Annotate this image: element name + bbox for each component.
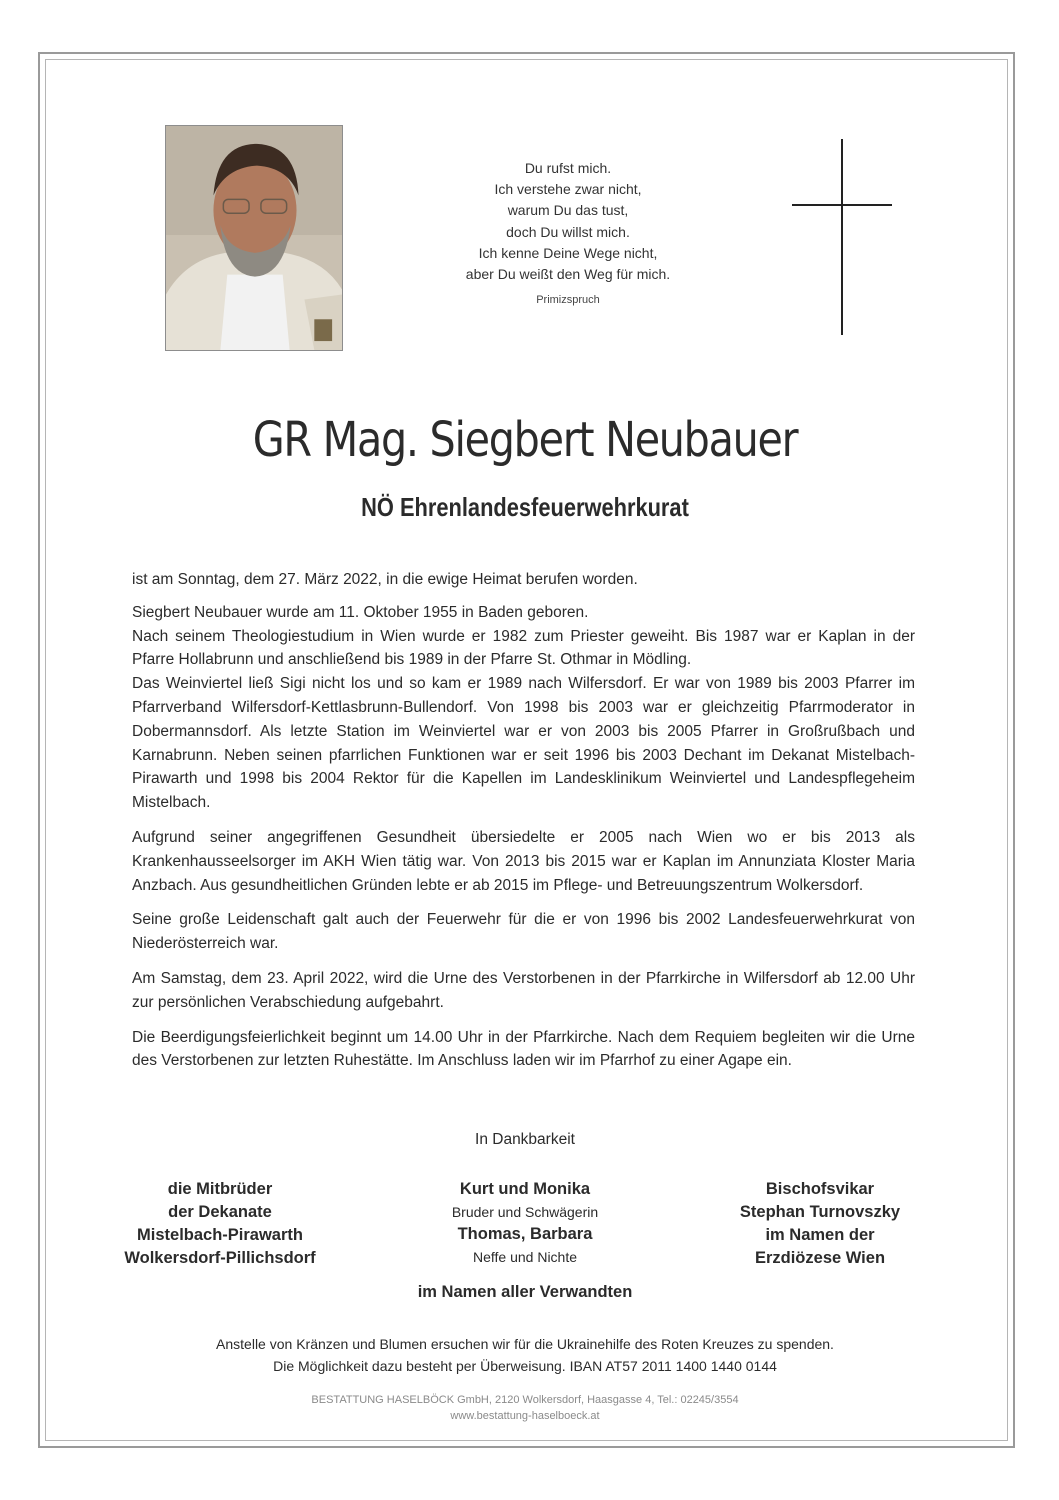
signature-line: der Dekanate <box>168 1203 272 1221</box>
health-paragraph: Aufgrund seiner angegriffenen Gesundheit übersiedelte er 2005 nach Wien wo er bis 2013 als Krankenhausseelsorger im AKH Wien tätig war. Von 2013 bis 2015 war er Kaplan im Annunziata Kloster Maria Anzbach. Aus gesundheitlichen Gründen lebte er ab 2015 im Pflege- und Betreuungszentrum Wolkersdorf. <box>132 828 915 894</box>
family-name: Kurt und Monika <box>459 1180 591 1198</box>
verse-line: warum Du das tust, <box>507 202 629 219</box>
closing-line: In Dankbarkeit <box>475 1131 575 1148</box>
obituary-text <box>132 568 915 1084</box>
family-relation: Neffe und Nichte <box>472 1249 578 1265</box>
signature-line: die Mitbrüder <box>167 1180 273 1198</box>
deceased-name: GR Mag. Siegbert Neubauer <box>252 412 798 468</box>
signature-line: Stephan Turnovszky <box>739 1203 901 1221</box>
signature-line: im Namen der <box>765 1226 875 1244</box>
biography-paragraph <box>132 601 915 815</box>
signature-line: Wolkersdorf-Pillichsdorf <box>124 1249 316 1267</box>
intro-paragraph: ist am Sonntag, dem 27. März 2022, in die ewige Heimat berufen worden. <box>132 571 638 588</box>
verse-line: Du rufst mich. <box>524 160 612 176</box>
undertaker-footer <box>60 1392 990 1424</box>
verse-line: Ich kenne Deine Wege nicht, <box>478 244 658 261</box>
donation-line: Die Möglichkeit dazu besteht per Überweisung. IBAN AT57 2011 1400 1440 0144 <box>273 1357 777 1374</box>
footer-company: BESTATTUNG HASELBÖCK GmbH, 2120 Wolkersdorf, Haasgasse 4, Tel.: 02245/3554 <box>311 1394 739 1406</box>
donation-note <box>60 1334 990 1377</box>
verse-block <box>418 158 718 311</box>
signature-line: Erzdiözese Wien <box>754 1249 886 1267</box>
footer-website: www.bestattung-haselboeck.at <box>450 1410 600 1422</box>
donation-line: Anstelle von Kränzen und Blumen ersuchen wir für die Ukrainehilfe des Roten Kreuzes zu spenden. <box>216 1336 834 1352</box>
portrait-photo <box>165 125 343 351</box>
verse-line: aber Du weißt den Weg für mich. <box>465 266 671 283</box>
verse-line: Ich verstehe zwar nicht, <box>494 181 642 198</box>
signature-diocese <box>700 1178 940 1270</box>
deceased-title: NÖ Ehrenlandesfeuerwehrkurat <box>361 492 689 522</box>
viewing-paragraph: Am Samstag, dem 23. April 2022, wird die Urne des Verstorbenen in der Pfarrkirche in Wilfersdorf ab 12.00 Uhr zur persönlichen Verabschiedung aufgebahrt. <box>132 969 915 1011</box>
biography-line: Das Weinviertel ließ Sigi nicht los und so kam er 1989 nach Wilfersdorf. Er war von 1989 bis 2003 Pfarrer im Pfarrverband Wilfersdorf-Kettlasbrunn-Bullendorf. Von 1998 bis 2003 war er gleichzeitig Pfarrmoderator in Dobermannsdorf. Als letzte Station im Weinviertel war er von 2003 bis 2005 Pfarrer in Großrußbach und Karnabrunn. Neben seinen pfarrlichen Funktionen war er seit 1996 bis 2003 Dechant im Dekanat Mistelbach-Pirawarth und 1998 bis 2004 Rektor für die Kapellen im Landesklinikum Weinviertel und Landespflegeheim Mistelbach. <box>132 675 915 812</box>
signature-line: Mistelbach-Pirawarth <box>137 1226 303 1244</box>
relatives-line: im Namen aller Verwandten <box>417 1283 633 1301</box>
funeral-paragraph: Die Beerdigungsfeierlichkeit beginnt um 14.00 Uhr in der Pfarrkirche. Nach dem Requiem begleiten wir die Urne des Verstorbenen zur letzten Ruhestätte. Im Anschluss laden wir im Pfarrhof zu einer Agape ein. <box>132 1028 915 1070</box>
biography-line: Siegbert Neubauer wurde am 11. Oktober 1955 in Baden geboren. <box>132 603 589 621</box>
passion-paragraph: Seine große Leidenschaft galt auch der Feuerwehr für die er von 1996 bis 2002 Landesfeuerwehrkurat von Niederösterreich war. <box>132 911 915 953</box>
family-relation: Bruder und Schwägerin <box>451 1204 599 1220</box>
verse-source: Primizspruch <box>536 294 600 307</box>
signature-line: Bischofsvikar <box>765 1180 875 1198</box>
cross-icon <box>792 139 892 335</box>
verse-line: doch Du willst mich. <box>506 223 630 240</box>
family-name: Thomas, Barbara <box>457 1225 593 1243</box>
signature-clergy <box>100 1178 340 1270</box>
signature-family <box>390 1178 660 1268</box>
biography-line: Nach seinem Theologiestudium in Wien wurde er 1982 zum Priester geweiht. Bis 1987 war er Kaplan in der Pfarre Hollabrunn und anschließend bis 1989 in der Pfarre St. Othmar in Mödling. <box>132 627 915 669</box>
